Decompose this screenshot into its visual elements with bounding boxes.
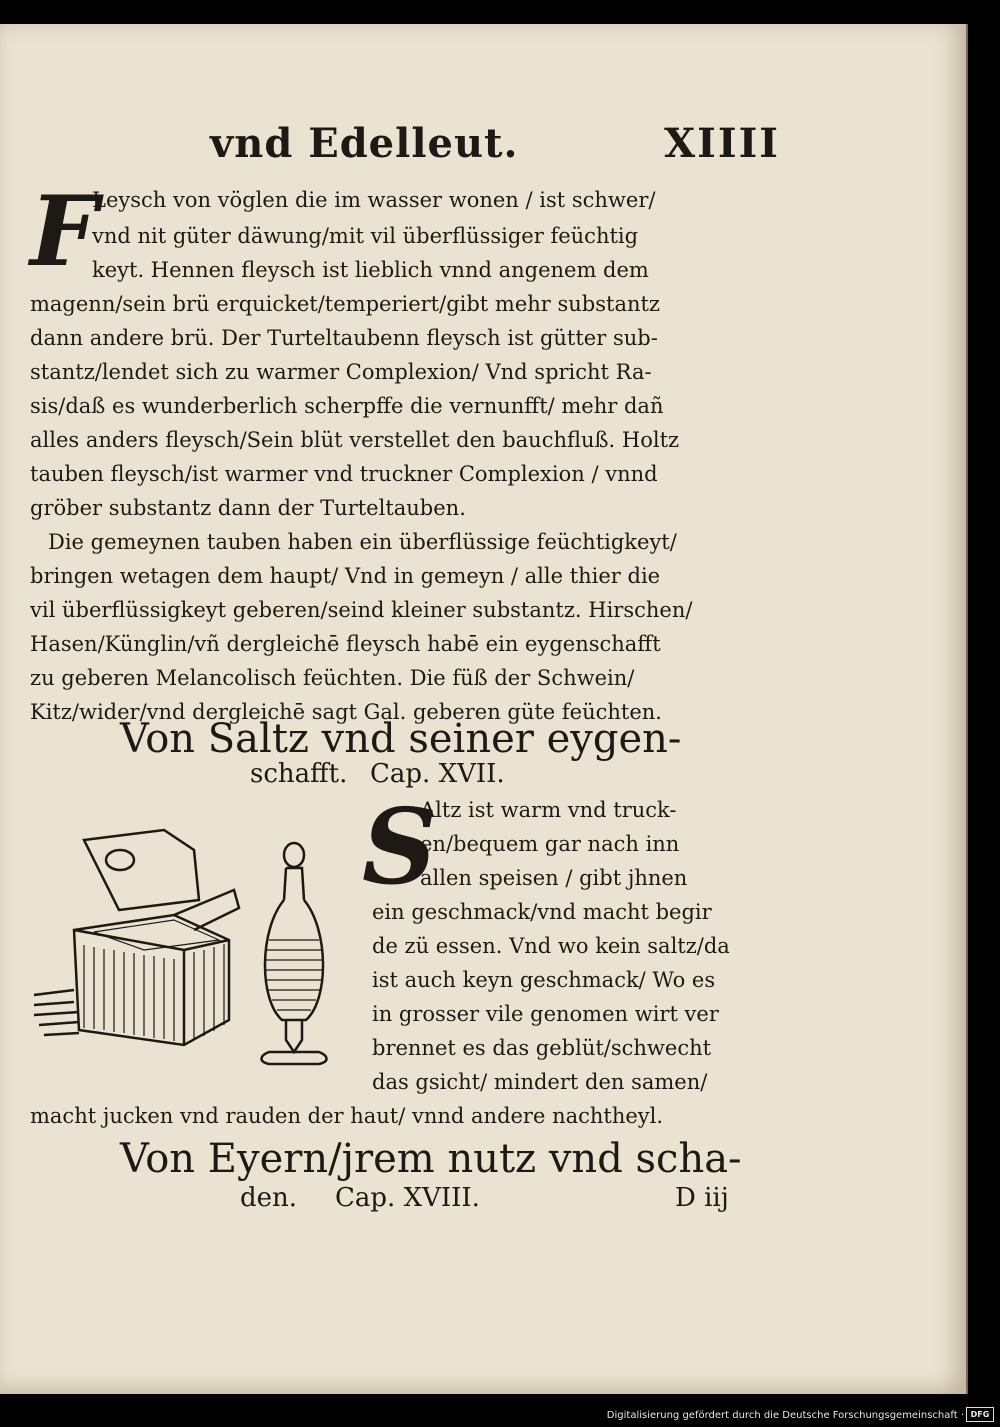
digitization-footer (0, 1394, 1000, 1427)
text-line: macht jucken vnd rauden der haut/ vnnd andere nachtheyl. (30, 1104, 664, 1128)
text-line: zu geberen Melancolisch feüchten. Die füß der Schwein/ (30, 666, 635, 690)
signature-mark: D iij (675, 1183, 729, 1213)
text-line: Altz ist warm vnd truck- (420, 798, 677, 822)
chapter-17-heading: Von Saltz vnd seiner eygen- (120, 716, 682, 762)
chapter-18-heading: Von Eyern/jrem nutz vnd scha- (120, 1136, 742, 1182)
text-line: magenn/sein brü erquicket/temperiert/gibt mehr substantz (30, 292, 660, 316)
text-line: alles anders fleysch/Sein blüt verstellet den bauchfluß. Holtz (30, 428, 680, 452)
text-line: bringen wetagen dem haupt/ Vnd in gemeyn / alle thier die (30, 564, 661, 588)
text-line: Kitz/wider/vnd dergleichē sagt Gal. geberen güte feüchten. (30, 700, 662, 724)
page-header (210, 120, 780, 180)
salt-box-and-flask-woodcut (24, 790, 354, 1080)
running-head: vnd Edelleut. (210, 120, 519, 167)
dfg-logo: DFG (966, 1407, 994, 1422)
text-line: de zü essen. Vnd wo kein saltz/da (372, 934, 730, 958)
text-line: en/bequem gar nach inn (420, 832, 680, 856)
text-line: allen speisen / gibt jhnen (420, 866, 688, 890)
drop-cap-s: S (362, 785, 438, 908)
chapter-18-heading-cont: den. (240, 1183, 298, 1213)
text-line: das gsicht/ mindert den samen/ (372, 1070, 708, 1094)
folio-number: XIIII (664, 120, 780, 167)
text-line: dann andere brü. Der Turteltaubenn fleysch ist gütter sub- (30, 326, 658, 350)
text-line: keyt. Hennen fleysch ist lieblich vnnd angenem dem (92, 258, 649, 282)
text-line: Leysch von vöglen die im wasser wonen / ist schwer/ (92, 188, 656, 212)
text-line: brennet es das geblüt/schwecht (372, 1036, 712, 1060)
text-line: ein geschmack/vnd macht begir (372, 900, 712, 924)
text-line: vnd nit güter däwung/mit vil überflüssiger feüchtig (92, 224, 639, 248)
chapter-18-cap: Cap. XVIII. (335, 1183, 480, 1213)
text-line: vil überflüssigkeyt geberen/seind kleiner substantz. Hirschen/ (30, 598, 693, 622)
text-line: gröber substantz dann der Turteltauben. (30, 496, 466, 520)
chapter-17-cap: Cap. XVII. (370, 759, 505, 789)
drop-cap-f: F (30, 175, 99, 288)
dfg-credit: Digitalisierung gefördert durch die Deutsche Forschungsgemeinschaft · (606, 1410, 964, 1421)
text-line: tauben fleysch/ist warmer vnd truckner Complexion / vnnd (30, 462, 658, 486)
chapter-17-heading-cont: schafft. (250, 759, 348, 789)
text-line: ist auch keyn geschmack/ Wo es (372, 968, 716, 992)
text-line: Die gemeynen tauben haben ein überflüssige feüchtigkeyt/ (48, 530, 677, 554)
text-line: stantz/lendet sich zu warmer Complexion/ Vnd spricht Ra- (30, 360, 652, 384)
text-line: sis/daß es wunderberlich scherpffe die vernunfft/ mehr dañ (30, 394, 664, 418)
text-line: Hasen/Künglin/vñ dergleichē fleysch habē ein eygenschafft (30, 632, 661, 656)
text-line: in grosser vile genomen wirt ver (372, 1002, 719, 1026)
